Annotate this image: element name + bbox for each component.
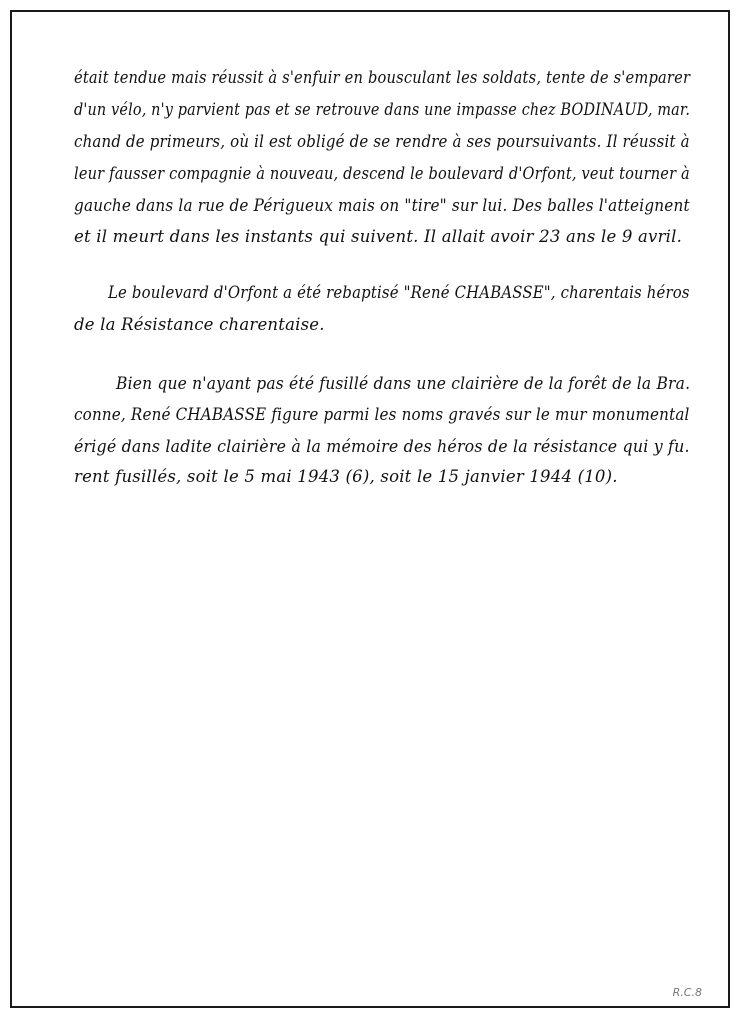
page-frame <box>10 10 730 1008</box>
text-line: de la Résistance charentaise. <box>74 315 325 334</box>
text-line: rent fusillés, soit le 5 mai 1943 (6), soit le 15 janvier 1944 (10). <box>74 467 618 486</box>
text-line: érigé dans ladite clairière à la mémoire des héros de la résistance qui y fu. <box>74 437 690 456</box>
text-line: Le boulevard d'Orfont a été rebaptisé "René CHABASSE", charentais héros <box>108 283 690 302</box>
text-line: Bien que n'ayant pas été fusillé dans une clairière de la forêt de la Bra. <box>116 374 691 393</box>
text-line: gauche dans la rue de Périgueux mais on "tire" sur lui. Des balles l'atteignent <box>74 196 690 215</box>
text-line: chand de primeurs, où il est obligé de se rendre à ses poursuivants. Il réussit à <box>74 132 690 151</box>
text-line: et il meurt dans les instants qui suivent. Il allait avoir 23 ans le 9 avril. <box>74 227 683 246</box>
text-line: était tendue mais réussit à s'enfuir en bousculant les soldats, tente de s'emparer <box>74 68 691 87</box>
text-line: leur fausser compagnie à nouveau, descend le boulevard d'Orfont, veut tourner à <box>74 164 690 183</box>
page-reference: R.C.8 <box>672 986 702 999</box>
text-line: conne, René CHABASSE figure parmi les noms gravés sur le mur monumental <box>74 405 690 424</box>
text-line: d'un vélo, n'y parvient pas et se retrouve dans une impasse chez BODINAUD, mar. <box>74 100 691 119</box>
